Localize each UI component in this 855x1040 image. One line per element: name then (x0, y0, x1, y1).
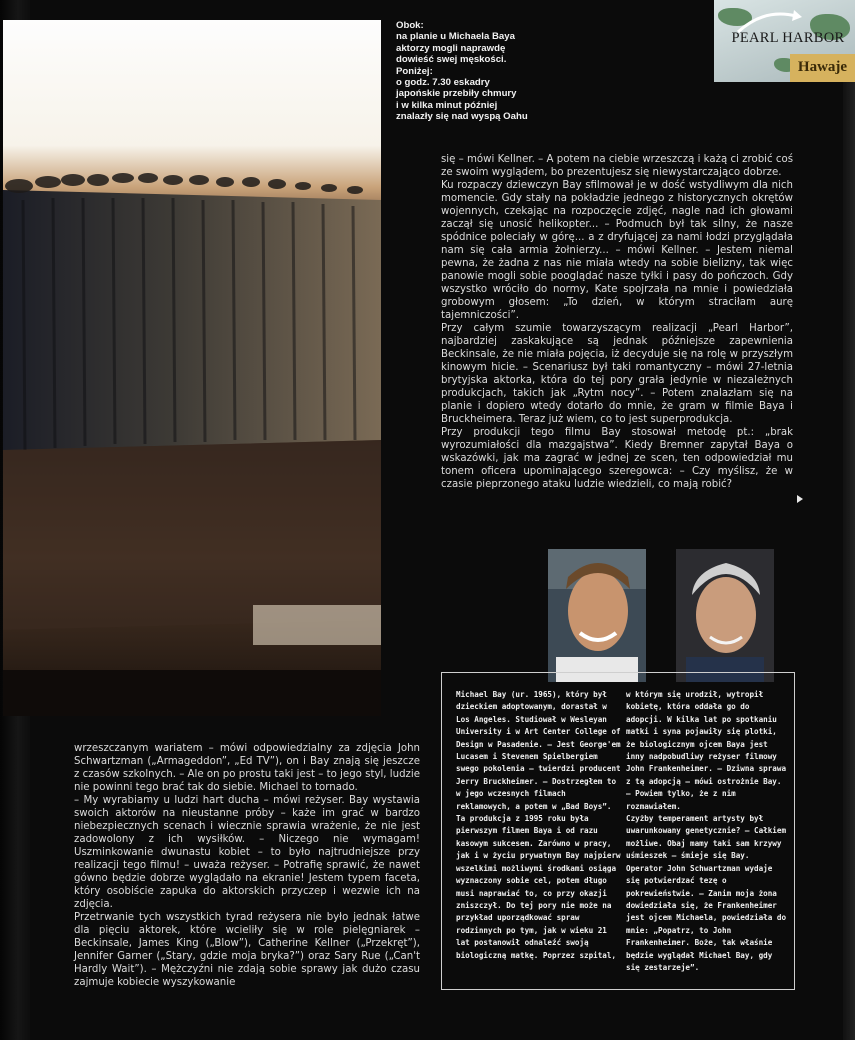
page-edge (843, 82, 855, 1040)
article-column-right (441, 153, 793, 491)
bio-paragraph: w którym się urodził, wytropił kobietę, która oddała go do adopcji. W kilka lat po spotkaniu matki i syna pojawiły się plotki, że biologicznym ojcem Baya jest inny nadpobudliwy reżyser filmowy John Frankenheimer. – Dziwna sprawa z tą adopcją – mówi ostrożnie Bay. – Powiem tylko, że z nim rozmawiałem. (626, 690, 787, 811)
bio-column-left (456, 689, 622, 962)
bio-box (441, 672, 795, 990)
article-paragraph: się – mówi Kellner. – A potem na ciebie wrzeszczą i każą ci zrobić coś ze swoim wyglądem, bo prezentujesz się niewystarczająco dobrze. (441, 154, 793, 178)
article-paragraph: Ku rozpaczy dziewczyn Bay sfilmował je w dość wstydliwym dla nich momencie. Gdy stały na pokładzie jednego z historycznych okrętów wojennych, czekając na rozpoczęcie zdjęć, nagle nad ich głowami zaczął się unosić helikopter... – Podmuch był tak silny, że nasze spódnice poleciały w górę... a z dryfującej za nami łodzi przyglądała nam się cała armia żołnierzy... – mówi Kellner. – Jestem niemal pewna, że żadna z nas nie miała wtedy na sobie bielizny, tak więc panowie mogli sobie pooglądać nasze tyłki i pasy do pończoch. Gdy wszystko wróciło do normy, Kate spojrzała na mnie i powiedziała grobowym głosem: „To dzień, w którym straciłam aurę tajemniczości”. (441, 180, 793, 321)
photo-caption (396, 20, 546, 123)
article-paragraph: Przy całym szumie towarzyszącym realizacji „Pearl Harbor”, najbardziej zaskakujące są jednak późniejsze zapewnienia Beckinsale, że nie miała pojęcia, iż decyduje się na rolę w przyszłym kinowym hicie. – Scenariusz był taki romantyczny – mówi 27-letnia brytyjska aktorka, która do tej pory grała jedynie w niezależnych produkcjach, takich jak „Rytm nocy”. – Potem znalazłam się na planie i dopiero wtedy dotarło do mnie, że gram w filmie Baya i Bruckheimera. Teraz już wiem, co to jest superprodukcja. (441, 323, 793, 425)
badge-title: PEARL HARBOR (731, 30, 845, 46)
sailors-formation-photo (3, 20, 381, 716)
badge-tag-label: Hawaje (797, 59, 848, 75)
michael-bay-portrait (548, 549, 646, 682)
section-badge (714, 0, 855, 82)
article-paragraph: – My wyrabiamy u ludzi hart ducha – mówi reżyser. Bay wystawia swoich aktorów na nieustanne próby – każe im grać w bardzo niebezpiecznych scenach i wiecznie sprawia wrażenie, że nie jest zadowolony z ich wysiłków. – Niczego nie wymagam! Uszminkowanie dwunastu kobiet – to było najtrudniejsze przy realizacji tego filmu! – uważa reżyser. – Potrafię sprawić, że nawet gówno będzie dobrze wyglądało na ekranie! Jestem typem faceta, który osobiście zapuka do aktorskich przyczep i wezwie ich na zdjęcia. (74, 795, 420, 910)
bio-column-right (626, 689, 788, 974)
john-frankenheimer-portrait (676, 549, 774, 682)
bio-paragraph: Ta produkcja z 1995 roku była pierwszym filmem Baya i od razu kasowym sukcesem. Zarówno w pracy, jak i w życiu prywatnym Bay najpierw wszelkimi możliwymi środkami osiąga wyznaczony sobie cel, potem długo musi naprawiać to, co przy okazji zniszczył. Do tej pory nie może na przykład uporządkować spraw rodzinnych po tym, jak w wieku 21 lat postanowił odnaleźć swoją biologiczną matkę. Poprzez szpital, (456, 814, 621, 960)
article-paragraph: Przy produkcji tego filmu Bay stosował metodę pt.: „brak wyrozumiałości dla mazgajstwa”. Kiedy Bremner zapytał Baya o wskazówki, jak ma zagrać w jednej ze scen, ten odpowiedział mu tonem oficera upominającego szeregowca: – Czy myślisz, że w czasie pieprzonego ataku ludzie wiedzieli, co mają robić? (441, 427, 793, 490)
caption-text: Obok: na planie u Michaela Baya aktorzy mogli naprawdę dowieść swej męskości. Poniżej: o godz. 7.30 eskadry japońskie przebiły chmury i w kilka minut później znalazły się nad wyspą Oahu (396, 20, 528, 123)
article-column-left (74, 742, 420, 989)
article-paragraph: Przetrwanie tych wszystkich tyrad reżysera nie było jednak łatwe dla pięciu aktorek, które wcieliły się w role pielęgniarek – Beckinsale, James King („Blow”), Catherine Kellner („Przekręt”), Jennifer Garner („Stary, gdzie moja bryka?”) oraz Sary Rue („Can't Hardly Wait”). – Mężczyźni nie zdają sobie sprawy jak dużo czasu zajmuje kobiecie wyszykowanie (74, 912, 420, 988)
badge-tag (790, 54, 855, 82)
triangle-right-icon (797, 495, 803, 503)
bio-paragraph: Czyżby temperament artysty był uwarunkowany genetycznie? – Całkiem możliwe. Obaj mamy taki sam krzywy uśmieszek – śmieje się Bay. Operator John Schwartzman wydaje się potwierdzać tezę o pokrewieństwie. – Zanim moja żona dowiedziała się, że Frankenheimer jest ojcem Michaela, powiedziała do mnie: „Popatrz, to John Frankenheimer. Boże, tak właśnie będzie wyglądał Michael Bay, gdy się zestarzeje”. (626, 814, 787, 972)
article-paragraph: wrzeszczanym wariatem – mówi odpowiedzialny za zdjęcia John Schwartzman („Armageddon”, „Ed TV”), on i Bay znają się jeszcze z czasów szkolnych. – Ale on po prostu taki jest – to jego styl, ludzie nie powinni tego brać tak do siebie. Michael to tornado. (74, 743, 420, 793)
bio-paragraph: Michael Bay (ur. 1965), który był dzieckiem adoptowanym, dorastał w Los Angeles. Studiował w Wesleyan University i w Art Center College of Design w Pasadenie. – Jest George'em Lucasem i Stevenem Spielbergiem swego pokolenia – twierdzi producent Jerry Bruckheimer. – Dostrzegłem to w jego wczesnych filmach reklamowych, a potem w „Bad Boys”. (456, 690, 621, 811)
